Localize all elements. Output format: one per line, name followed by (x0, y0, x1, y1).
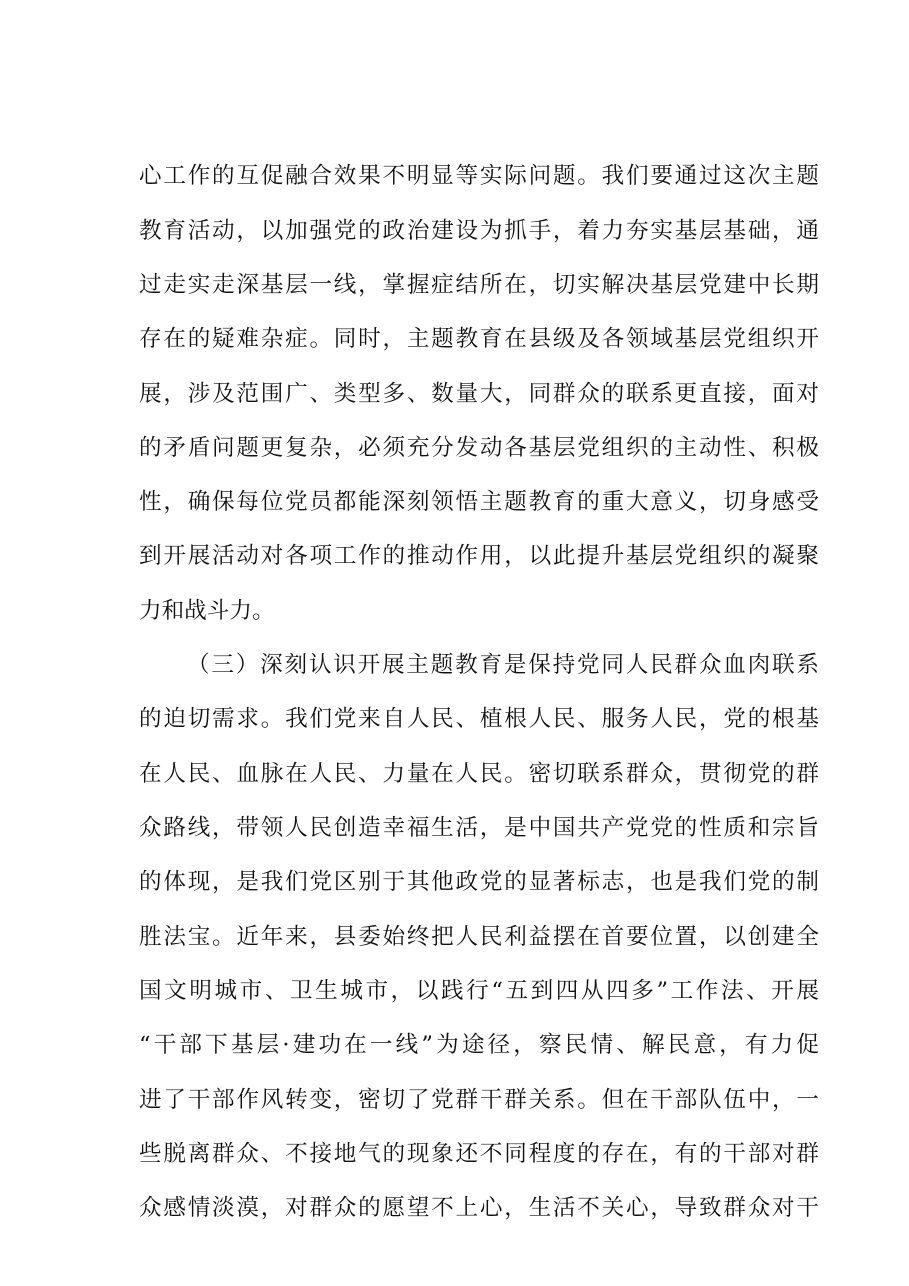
text-line: 国文明城市、卫生城市，以践行“五到四从四多”工作法、开展 (139, 978, 819, 1004)
text-line: 在人民、血脉在人民、力量在人民。密切联系群众，贯彻党的群 (139, 761, 819, 787)
text-line: 存在的疑难杂症。同时，主题教育在县级及各领域基层党组织开 (139, 326, 819, 352)
text-line: 性，确保每位党员都能深刻领悟主题教育的重大意义，切身感受 (139, 489, 819, 515)
text-line: 力和战斗力。 (139, 598, 275, 624)
text-line: 的体现，是我们党区别于其他政党的显著标志，也是我们党的制 (139, 869, 819, 895)
text-line: “干部下基层·建功在一线”为途径，察民情、解民意，有力促 (139, 1032, 819, 1058)
text-line: 进了干部作风转变，密切了党群干群关系。但在干部队伍中，一 (139, 1087, 819, 1113)
text-line: 众感情淡漠，对群众的愿望不上心，生活不关心，导致群众对干 (139, 1195, 819, 1221)
paragraph-heading-line: （三）深刻认识开展主题教育是保持党同人民群众血肉联系 (187, 652, 819, 678)
text-line: 心工作的互促融合效果不明显等实际问题。我们要通过这次主题 (139, 163, 819, 189)
text-line: 过走实走深基层一线，掌握症结所在，切实解决基层党建中长期 (139, 272, 819, 298)
text-line: 的迫切需求。我们党来自人民、植根人民、服务人民，党的根基 (139, 706, 819, 732)
text-line: 胜法宝。近年来，县委始终把人民利益摆在首要位置，以创建全 (139, 924, 819, 950)
text-line: 到开展活动对各项工作的推动作用，以此提升基层党组织的凝聚 (139, 543, 819, 569)
text-line: 众路线，带领人民创造幸福生活，是中国共产党党的性质和宗旨 (139, 815, 819, 841)
text-line: 展，涉及范围广、类型多、数量大，同群众的联系更直接，面对 (139, 381, 819, 407)
text-line: 的矛盾问题更复杂，必须充分发动各基层党组织的主动性、积极 (139, 435, 819, 461)
text-line: 些脱离群众、不接地气的现象还不同程度的存在，有的干部对群 (139, 1141, 819, 1167)
text-line: 教育活动，以加强党的政治建设为抓手，着力夯实基层基础，通 (139, 218, 819, 244)
